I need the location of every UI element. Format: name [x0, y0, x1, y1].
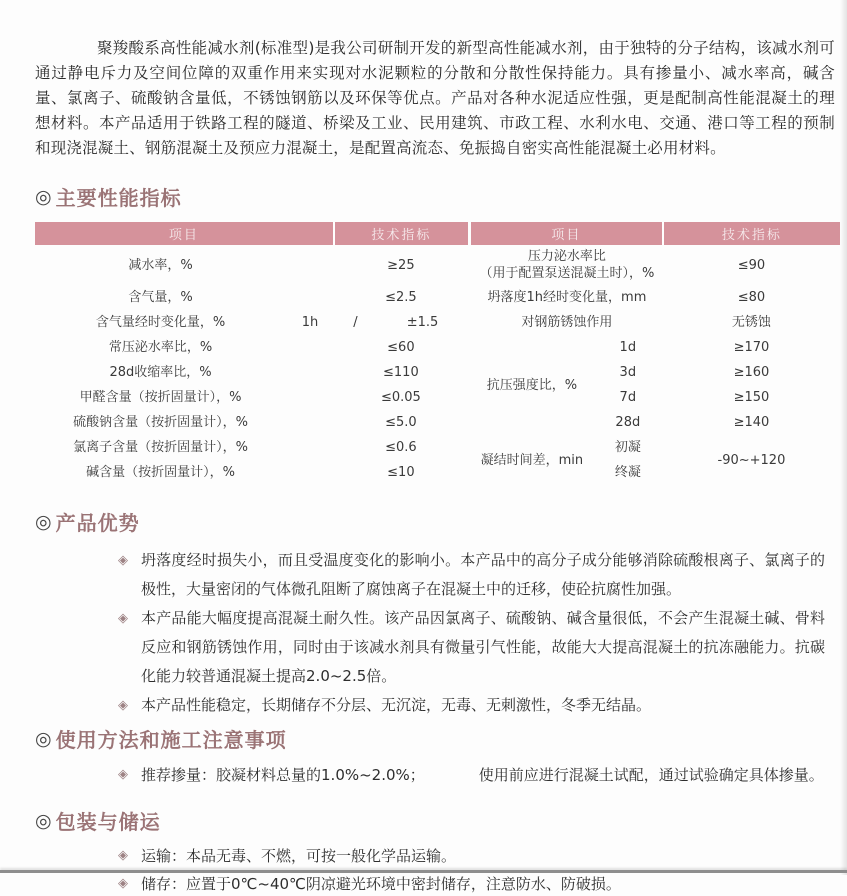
empty-cell — [286, 360, 334, 385]
section-title: 产品优势 — [55, 511, 140, 535]
table-row — [471, 435, 840, 460]
table-row — [35, 460, 468, 485]
section-title: 主要性能指标 — [55, 186, 182, 210]
row-label: 28d收缩率比，% — [109, 365, 212, 380]
row-value: ≤90 — [737, 257, 766, 273]
row-sub-label: 终凝 — [614, 465, 641, 480]
row-value: ≤60 — [387, 340, 415, 355]
empty-cell — [286, 460, 334, 485]
empty-cell — [286, 335, 334, 360]
section-marker-icon: ◎ — [35, 185, 53, 208]
row-label: 甲醛含量（按折固量计），% — [79, 390, 242, 405]
row-label: 常压泌水率比，% — [108, 340, 213, 355]
row-label: 含气量经时变化量，% — [95, 315, 226, 330]
table-row — [471, 310, 840, 335]
empty-cell — [286, 385, 334, 410]
row-label-line1: 压力泌水率比 — [527, 249, 606, 264]
row-label: 氯离子含量（按折固量计），% — [73, 440, 248, 455]
section-title: 使用方法和施工注意事项 — [55, 728, 287, 752]
table-row — [35, 245, 468, 285]
row-value: ±1.5 — [406, 315, 439, 330]
row-value: ≤0.6 — [385, 440, 417, 455]
column-header-item: 项目 — [471, 222, 663, 245]
row-label — [471, 245, 663, 285]
row-sub-label: / — [353, 315, 358, 330]
row-label: 含气量，% — [128, 290, 193, 305]
row-label: 对钢筋锈蚀作用 — [521, 315, 613, 330]
bullet-item — [118, 546, 825, 604]
row-value: ≥170 — [733, 340, 770, 355]
row-sub-label: 初凝 — [614, 440, 641, 455]
table-row — [35, 310, 468, 335]
row-value: ≤5.0 — [385, 415, 417, 430]
row-label-line2: （用于配置泵送混凝土时），% — [479, 266, 655, 281]
column-header-item: 项目 — [35, 222, 334, 245]
empty-cell — [286, 410, 334, 435]
row-value: ≥25 — [387, 257, 415, 273]
column-header-indicator: 技术指标 — [334, 222, 468, 245]
diamond-bullet-icon: ◈ — [118, 698, 128, 713]
table-row — [471, 285, 840, 310]
row-value: ≥150 — [733, 390, 770, 405]
section-heading-usage — [35, 724, 835, 753]
table-row — [35, 435, 468, 460]
empty-cell — [286, 435, 334, 460]
table-row — [35, 360, 468, 385]
row-value: ≤0.05 — [380, 390, 421, 405]
bullet-item — [118, 872, 825, 896]
trial-mix-note: 使用前应进行混凝土试配，通过试验确定具体掺量。 — [478, 766, 824, 784]
table-row — [35, 285, 468, 310]
performance-tables — [35, 222, 840, 485]
table-header-row — [471, 222, 840, 245]
diamond-bullet-icon: ◈ — [118, 767, 128, 782]
row-value: ≥160 — [733, 365, 770, 380]
diamond-bullet-icon: ◈ — [118, 553, 128, 568]
table-header-row — [35, 222, 468, 245]
diamond-bullet-icon: ◈ — [118, 848, 128, 863]
table-row — [471, 245, 840, 285]
bullet-text — [141, 762, 824, 788]
section-marker-icon: ◎ — [35, 510, 53, 533]
row-label: 抗压强度比，% — [486, 377, 578, 393]
row-label: 碱含量（按折固量计），% — [86, 465, 235, 480]
row-label: 减水率，% — [128, 257, 193, 273]
section-marker-icon: ◎ — [35, 809, 53, 832]
row-sub-label: 28d — [615, 415, 641, 430]
table-row — [35, 385, 468, 410]
row-value: ≥140 — [733, 415, 770, 430]
performance-table-right — [471, 222, 840, 485]
bullet-text: 本产品能大幅度提高混凝土耐久性。该产品因氯离子、硫酸钠、碱含量很低，不会产生混凝土碱、骨料反应和钢筋锈蚀作用，同时由于该减水剂具有微量引气性能，故能大大提高混凝土的抗冻融能力。抗碳化能力较普通混凝土提高2.0~2.5倍。 — [141, 609, 825, 685]
row-value: ≤2.5 — [385, 290, 417, 305]
bullet-item — [118, 691, 825, 720]
intro-paragraph: 聚羧酸系高性能减水剂(标准型)是我公司研制开发的新型高性能减水剂，由于独特的分子结构，该减水剂可通过静电斥力及空间位障的双重作用来实现对水泥颗粒的分散和分散性保持能力。具有掺量小、减水率高，碱含量、氯离子、硫酸钠含量低，不锈蚀钢筋以及环保等优点。产品对各种水泥适应性强，更是配制高性能混凝土的理想材料。本产品适用于铁路工程的隧道、桥梁及工业、民用建筑、市政工程、水利水电、交通、港口等工程的预制和现浇混凝土、钢筋混凝土及预应力混凝土，是配置高流态、免振捣自密实高性能混凝土必用材料。 — [35, 39, 835, 157]
bullet-item — [118, 604, 825, 691]
section-heading-packaging — [35, 806, 835, 835]
bullet-text: 运输：本品无毒、不燃，可按一般化学品运输。 — [141, 847, 457, 865]
row-value: ≤80 — [737, 290, 766, 305]
diamond-bullet-icon: ◈ — [118, 876, 128, 891]
section-marker-icon: ◎ — [35, 727, 53, 750]
bullet-item — [118, 762, 825, 788]
diamond-bullet-icon: ◈ — [118, 611, 128, 626]
bullet-text: 储存：应置于0℃~40℃阴凉避光环境中密封储存，注意防水、防破损。 — [141, 875, 621, 893]
row-label: 坍落度1h经时变化量，mm — [487, 290, 647, 305]
row-value: 无锈蚀 — [731, 315, 771, 330]
bullet-text: 坍落度经时损失小，而且受温度变化的影响小。本产品中的高分子成分能够消除硫酸根离子、氯离子的极性，大量密闭的气体微孔阻断了腐蚀离子在混凝土中的迁移，使砼抗腐性加强。 — [141, 551, 825, 598]
row-value: ≤10 — [387, 465, 415, 480]
row-value: ≤110 — [383, 365, 419, 380]
row-sub-label: 1h — [301, 315, 319, 330]
column-header-indicator: 技术指标 — [663, 222, 840, 245]
empty-cell — [286, 245, 334, 285]
bullet-item — [118, 844, 825, 868]
row-label: 硫酸钠含量（按折固量计），% — [73, 415, 248, 430]
dosage-recommendation: 推荐掺量：胶凝材料总量的1.0%~2.0%； — [141, 766, 425, 784]
section-heading-advantages — [35, 507, 835, 536]
row-sub-label: 1d — [619, 340, 637, 355]
row-sub-label: 3d — [619, 365, 637, 380]
section-heading-performance — [35, 182, 835, 211]
table-row — [35, 410, 468, 435]
table-row — [471, 335, 840, 360]
performance-table-left — [35, 222, 468, 485]
row-value: -90~+120 — [717, 452, 786, 468]
empty-cell — [286, 285, 334, 310]
row-sub-label: 7d — [619, 390, 637, 405]
table-row — [35, 335, 468, 360]
row-label: 凝结时间差，min — [480, 452, 584, 468]
bullet-text: 本产品性能稳定，长期储存不分层、无沉淀，无毒、无刺激性，冬季无结晶。 — [141, 696, 652, 714]
section-title: 包装与储运 — [55, 810, 161, 834]
